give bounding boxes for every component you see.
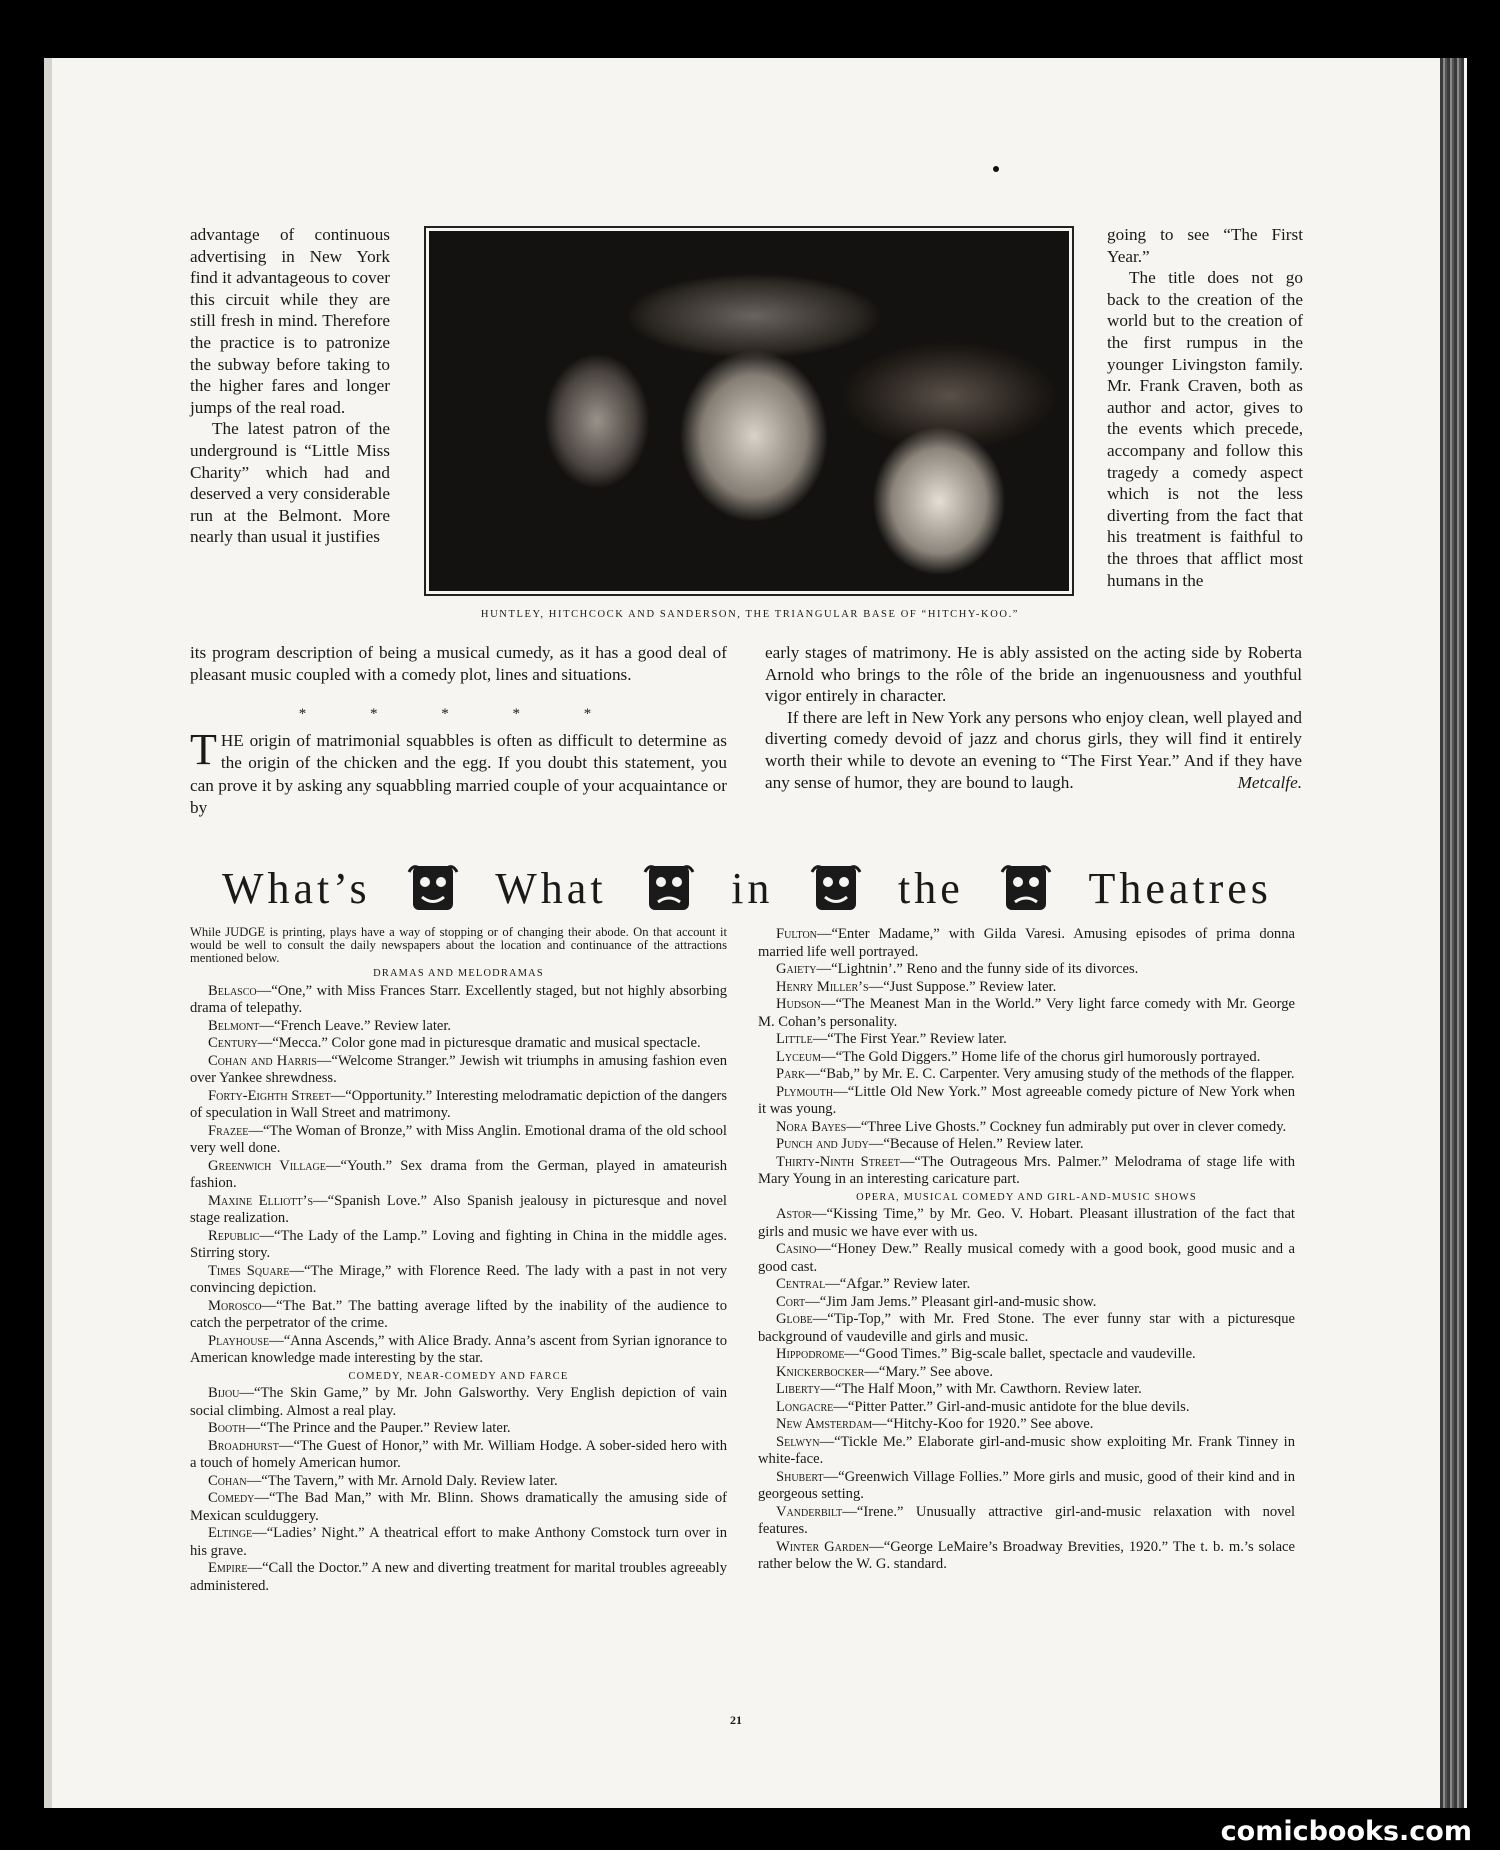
listing-text: —“Anna Ascends,” with Alice Brady. Anna’s ascent from Syrian ignorance to American knowledge made interesting by the star. bbox=[190, 1332, 727, 1366]
drop-cap: T bbox=[190, 725, 217, 774]
listing-entry bbox=[758, 926, 1295, 961]
title-word: the bbox=[898, 863, 964, 913]
listing-text: —“Honey Dew.” Really musical comedy with a good book, good music and a good cast. bbox=[758, 1241, 1295, 1275]
article-paragraph: going to see “The First Year.” bbox=[1107, 225, 1303, 266]
theatre-name: Frazee bbox=[208, 1122, 249, 1139]
theatre-name: Little bbox=[776, 1031, 813, 1047]
listing-text: —“Mecca.” Color gone mad in picturesque dramatic and musical spectacle. bbox=[257, 1035, 701, 1051]
listing-entry bbox=[758, 1119, 1295, 1137]
theatre-name: Henry Miller’s bbox=[776, 978, 869, 995]
listing-text: —“The Woman of Bronze,” with Miss Anglin. Emotional drama of the old school very well done. bbox=[190, 1122, 727, 1156]
listing-text: —“Little Old New York.” Most agreeable comedy picture of New York when it was young. bbox=[758, 1083, 1295, 1117]
listing-entry bbox=[758, 1136, 1295, 1154]
listing-text: —“The First Year.” Review later. bbox=[812, 1031, 1007, 1047]
theatre-name: Gaiety bbox=[776, 961, 817, 977]
theatre-mask-icon bbox=[641, 860, 697, 916]
photo-caption: HUNTLEY, HITCHCOCK AND SANDERSON, THE TRIANGULAR BASE OF “HITCHY-KOO.” bbox=[480, 609, 1020, 620]
listing-entry bbox=[190, 1193, 727, 1228]
theatre-name: Nora Bayes bbox=[776, 1118, 847, 1135]
theatres-left-column bbox=[190, 926, 727, 1595]
theatre-mask-icon bbox=[405, 860, 461, 916]
theatre-name: New Amsterdam bbox=[776, 1416, 873, 1432]
theatre-name: Plymouth bbox=[776, 1083, 834, 1100]
page-number: 21 bbox=[730, 1713, 742, 1727]
article-left-column bbox=[190, 224, 390, 548]
listing-entry bbox=[190, 1035, 727, 1053]
listing-entry bbox=[758, 1311, 1295, 1346]
listing-entry bbox=[758, 1276, 1295, 1294]
theatre-name: Eltinge bbox=[208, 1525, 253, 1541]
theatre-name: Punch and Judy bbox=[776, 1136, 869, 1152]
listing-text: —“The Bad Man,” with Mr. Blinn. Shows dramatically the amusing side of Mexican sculduggery. bbox=[190, 1490, 727, 1524]
listing-entry bbox=[190, 1385, 727, 1420]
theatre-name: Park bbox=[776, 1066, 806, 1082]
listing-entry bbox=[190, 1525, 727, 1560]
article-paragraph: The title does not go back to the creation of the world but to the creation of the first rumpus in the younger Livingston family. Mr. Frank Craven, both as author and actor, gives to the events which precede, accompany and follow this tragedy a comedy aspect which is not the less diverting from the fact that his treatment is faithful to the throes that afflict most humans in the bbox=[1107, 268, 1303, 590]
theatre-name: Playhouse bbox=[208, 1332, 270, 1349]
listing-entry bbox=[190, 1018, 727, 1036]
listing-text: —“Afgar.” Review later. bbox=[825, 1276, 971, 1292]
photo-frame bbox=[424, 226, 1074, 596]
theatre-name: Cort bbox=[776, 1293, 806, 1310]
theatres-title bbox=[222, 858, 1272, 918]
listing-entry bbox=[758, 1206, 1295, 1241]
article-right-wide bbox=[765, 642, 1302, 793]
listing-entry bbox=[758, 1241, 1295, 1276]
listing-text: —“Mary.” See above. bbox=[864, 1363, 994, 1380]
title-word: What bbox=[495, 863, 607, 913]
listing-entry bbox=[190, 1158, 727, 1193]
listing-text: —“Three Live Ghosts.” Cockney fun admirably put over in clever comedy. bbox=[846, 1118, 1287, 1135]
listing-text: —“Call the Doctor.” A new and diverting treatment for marital troubles agreeably administered. bbox=[190, 1560, 727, 1594]
listing-text: —“Tip-Top,” with Mr. Fred Stone. The ever funny star with a picturesque background of vaudeville and girls and music. bbox=[758, 1311, 1295, 1345]
listing-text: —“Just Suppose.” Review later. bbox=[868, 978, 1057, 995]
section-heading: COMEDY, NEAR-COMEDY AND FARCE bbox=[348, 1370, 569, 1382]
theatre-name: Broadhurst bbox=[208, 1437, 279, 1454]
listing-entry bbox=[758, 1434, 1295, 1469]
listing-text: —“Jim Jam Jems.” Pleasant girl-and-music show. bbox=[805, 1293, 1097, 1310]
listing-text: —“Lightnin’.” Reno and the funny side of its divorces. bbox=[816, 961, 1139, 977]
theatre-name: Cohan and Harris bbox=[208, 1052, 317, 1069]
listing-text: —“Greenwich Village Follies.” More girls and music, good of their kind and in georgeous setting. bbox=[758, 1468, 1295, 1502]
theatres-intro: While JUDGE is printing, plays have a way of stopping or of changing their abode. On that account it would be well to consult the daily newspapers about the location and continuance of the attractions mentioned below. bbox=[190, 925, 727, 965]
article-dropcap-paragraph bbox=[190, 725, 727, 820]
theatre-name: Vanderbilt bbox=[776, 1503, 843, 1520]
theatre-name: Selwyn bbox=[776, 1433, 820, 1450]
listing-text: —“Spanish Love.” Also Spanish jealousy in picturesque and novel stage realization. bbox=[190, 1192, 727, 1226]
theatre-name: Forty-Eighth Street bbox=[208, 1087, 331, 1104]
theatre-name: Casino bbox=[776, 1241, 817, 1257]
theatre-name: Bijou bbox=[208, 1385, 240, 1401]
article-paragraph bbox=[765, 707, 1302, 793]
listing-text: —“The Half Moon,” with Mr. Cawthorn. Review later. bbox=[820, 1381, 1142, 1397]
listing-entry bbox=[190, 1333, 727, 1368]
theatre-name: Maxine Elliott’s bbox=[208, 1192, 314, 1209]
cast-photo bbox=[429, 231, 1069, 591]
listing-text: —“The Tavern,” with Mr. Arnold Daly. Review later. bbox=[246, 1472, 558, 1489]
listing-entry bbox=[758, 1031, 1295, 1049]
listing-entry bbox=[758, 1381, 1295, 1399]
theatre-name: Times Square bbox=[208, 1262, 290, 1279]
listing-text: —“The Guest of Honor,” with Mr. William Hodge. A sober-sided hero with a touch of homely American humor. bbox=[190, 1437, 727, 1471]
article-paragraph: its program description of being a musical cumedy, as it has a good deal of pleasant music coupled with a comedy plot, lines and situations. bbox=[190, 643, 727, 684]
listing-entry bbox=[758, 996, 1295, 1031]
theatre-name: Hudson bbox=[776, 996, 821, 1012]
theatre-name: Liberty bbox=[776, 1381, 821, 1397]
title-word: Theatres bbox=[1088, 863, 1272, 913]
listing-entry bbox=[190, 1263, 727, 1298]
theatre-name: Hippodrome bbox=[776, 1346, 845, 1362]
listing-text: —“Because of Helen.” Review later. bbox=[868, 1136, 1084, 1152]
listing-text: —“The Skin Game,” by Mr. John Galsworthy. Very English depiction of vain social climbing. Almost a real play. bbox=[190, 1385, 727, 1419]
theatre-name: Empire bbox=[208, 1560, 248, 1576]
listing-entry bbox=[758, 1049, 1295, 1067]
listing-text: —“The Mirage,” with Florence Reed. The lady with a past in not very convincing depiction. bbox=[190, 1262, 728, 1296]
listing-entry bbox=[758, 1346, 1295, 1364]
listing-text: —“Kissing Time,” by Mr. Geo. V. Hobart. Pleasant illustration of the fact that girls and music we have ever with us. bbox=[758, 1206, 1295, 1240]
article-paragraph: early stages of matrimony. He is ably assisted on the acting side by Roberta Arnold who brings to the rôle of the bride an ingenuousness and youthful vigor entirely in character. bbox=[765, 643, 1302, 706]
listing-text: —“Hitchy-Koo for 1920.” See above. bbox=[872, 1416, 1094, 1432]
theatre-name: Winter Garden bbox=[776, 1538, 870, 1555]
listing-entry bbox=[190, 1490, 727, 1525]
theatre-mask-icon bbox=[808, 860, 864, 916]
ink-dot bbox=[993, 166, 999, 172]
listing-entry bbox=[758, 1504, 1295, 1539]
listing-entry bbox=[758, 1364, 1295, 1382]
listing-text: —“The Outrageous Mrs. Palmer.” Melodrama of stage life with Mary Young in an interesting caricature part. bbox=[758, 1153, 1295, 1187]
listing-entry bbox=[758, 1084, 1295, 1119]
opera-list bbox=[758, 1206, 1295, 1574]
theatre-name: Republic bbox=[208, 1227, 260, 1244]
theatre-mask-icon bbox=[998, 860, 1054, 916]
theatre-name: Knickerbocker bbox=[776, 1363, 865, 1380]
listing-entry bbox=[758, 1154, 1295, 1189]
listing-entry bbox=[758, 1539, 1295, 1574]
listing-text: —“Enter Madame,” with Gilda Varesi. Amusing episodes of prima donna married life well portrayed. bbox=[758, 926, 1295, 960]
dropcap-text: HE origin of matrimonial squabbles is often as difficult to determine as the origin of the chicken and the egg. If you doubt this statement, you can prove it by asking any squabbling married couple of your acquaintance or by bbox=[190, 731, 727, 818]
author-signature: Metcalfe. bbox=[1237, 772, 1302, 792]
theatre-name: Globe bbox=[776, 1311, 813, 1327]
listing-text: —“Ladies’ Night.” A theatrical effort to make Anthony Comstock turn over in his grave. bbox=[190, 1525, 727, 1559]
listing-entry bbox=[190, 1053, 727, 1088]
theatre-name: Cohan bbox=[208, 1472, 247, 1489]
theatre-name: Central bbox=[776, 1276, 826, 1292]
listing-entry bbox=[758, 1469, 1295, 1504]
listing-entry bbox=[190, 1228, 727, 1263]
theatre-name: Lyceum bbox=[776, 1048, 822, 1065]
listing-text: —“The Gold Diggers.” Home life of the chorus girl humorously portrayed. bbox=[821, 1048, 1261, 1065]
theatre-name: Comedy bbox=[208, 1490, 255, 1506]
article-text: If there are left in New York any persons who enjoy clean, well played and diverting comedy devoid of jazz and chorus girls, they will find it entirely worth their while to devote an evening to “The First Year.” And if they have any sense of humor, they are bound to laugh. bbox=[765, 707, 1302, 792]
section-stars: * * * * * bbox=[298, 706, 622, 722]
listing-text: —“Tickle Me.” Elaborate girl-and-music show exploiting Mr. Frank Tinney in white-face. bbox=[758, 1433, 1295, 1467]
comedy-list-left bbox=[190, 1385, 727, 1595]
listing-text: —“Good Times.” Big-scale ballet, spectacle and vaudeville. bbox=[844, 1346, 1196, 1362]
section-heading: DRAMAS AND MELODRAMAS bbox=[373, 968, 544, 979]
article-right-column bbox=[1107, 224, 1303, 591]
listing-text: —“Welcome Stranger.” Jewish wit triumphs in amusing fashion even over Yankee shrewdness. bbox=[190, 1052, 727, 1086]
theatre-name: Thirty-Ninth Street bbox=[776, 1153, 900, 1170]
theatre-name: Morosco bbox=[208, 1297, 262, 1314]
listing-text: —“The Lady of the Lamp.” Loving and fighting in China in the middle ages. Stirring story. bbox=[190, 1227, 727, 1261]
comedy-list-right bbox=[758, 926, 1295, 1189]
listing-entry bbox=[758, 961, 1295, 979]
theatre-name: Belmont bbox=[208, 1017, 260, 1034]
dramas-list bbox=[190, 983, 727, 1368]
listing-entry bbox=[190, 983, 727, 1018]
theatre-name: Astor bbox=[776, 1206, 812, 1222]
article-left-wide bbox=[190, 642, 727, 685]
title-word: in bbox=[731, 863, 774, 913]
listing-entry bbox=[190, 1438, 727, 1473]
listing-entry bbox=[758, 1416, 1295, 1434]
watermark: comicbooks.com bbox=[1220, 1816, 1472, 1847]
listing-text: —“Bab,” by Mr. E. C. Carpenter. Very amusing study of the methods of the flapper. bbox=[805, 1066, 1295, 1082]
section-heading: OPERA, MUSICAL COMEDY AND GIRL-AND-MUSIC SHOWS bbox=[856, 1191, 1197, 1203]
title-word: What’s bbox=[222, 863, 371, 913]
theatre-name: Longacre bbox=[776, 1398, 834, 1415]
listing-text: —“The Meanest Man in the World.” Very light farce comedy with Mr. George M. Cohan’s personality. bbox=[758, 996, 1295, 1030]
article-paragraph: The latest patron of the underground is “Little Miss Charity” which had and deserved a very considerable run at the Belmont. More nearly than usual it justifies bbox=[190, 419, 390, 547]
listing-entry bbox=[758, 1294, 1295, 1312]
listing-text: —“One,” with Miss Frances Starr. Excellently staged, but not highly absorbing drama of telepathy. bbox=[190, 982, 727, 1016]
listing-entry bbox=[758, 1399, 1295, 1417]
theatre-name: Fulton bbox=[776, 926, 817, 942]
listing-text: —“Pitter Patter.” Girl-and-music antidote for the blue devils. bbox=[833, 1398, 1190, 1415]
theatre-name: Greenwich Village bbox=[208, 1157, 326, 1174]
theatres-right-column bbox=[758, 926, 1295, 1574]
listing-text: —“Youth.” Sex drama from the German, played in amateurish fashion. bbox=[190, 1157, 727, 1191]
theatre-name: Belasco bbox=[208, 982, 257, 999]
listing-text: —“The Bat.” The batting average lifted by the inability of the audience to catch the perpetrator of the crime. bbox=[190, 1297, 727, 1331]
listing-entry bbox=[758, 1066, 1295, 1084]
listing-entry bbox=[190, 1123, 727, 1158]
listing-entry bbox=[190, 1560, 727, 1595]
theatre-name: Century bbox=[208, 1035, 258, 1051]
binding-right-edge bbox=[1440, 58, 1464, 1808]
listing-entry bbox=[190, 1473, 727, 1491]
listing-text: —“French Leave.” Review later. bbox=[259, 1017, 452, 1034]
listing-text: —“George LeMaire’s Broadway Brevities, 1920.” The t. b. m.’s solace rather below the W. G. standard. bbox=[758, 1538, 1296, 1572]
listing-entry bbox=[190, 1420, 727, 1438]
listing-text: —“Irene.” Unusually attractive girl-and-music relaxation with novel features. bbox=[758, 1503, 1295, 1537]
listing-entry bbox=[190, 1298, 727, 1333]
listing-entry bbox=[190, 1088, 727, 1123]
listing-text: —“The Prince and the Pauper.” Review later. bbox=[245, 1420, 511, 1436]
theatre-name: Booth bbox=[208, 1420, 246, 1436]
listing-text: —“Opportunity.” Interesting melodramatic depiction of the dangers of speculation in Wall Street and matrimony. bbox=[190, 1087, 727, 1121]
article-paragraph: advantage of continuous advertising in New York find it advantageous to cover this circuit while they are still fresh in mind. Therefore the practice is to patronize the subway before taking to the higher fares and longer jumps of the real road. bbox=[190, 225, 390, 417]
listing-entry bbox=[758, 979, 1295, 997]
theatre-name: Shubert bbox=[776, 1468, 824, 1485]
